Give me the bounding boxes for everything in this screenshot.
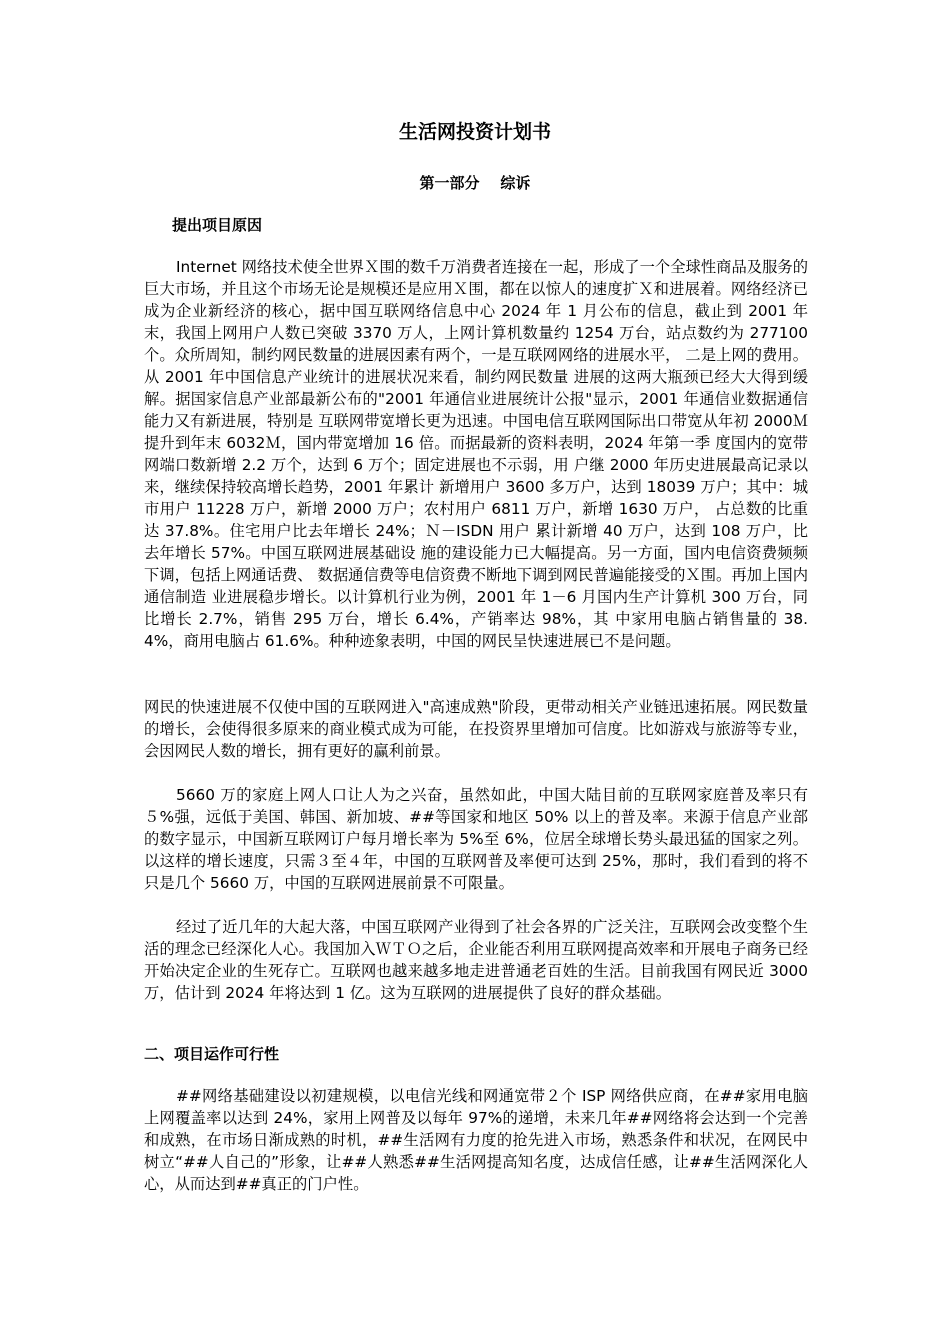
paragraph-internet-background: Internet 网络技术使全世界Ｘ围的数千万消费者连接在一起，形成了一个全球性商品及服务的巨大市场，并且这个市场无论是规模还是应用Ｘ围，都在以惊人的速度扩Ｘ和进展着。网络经济已成为企业新经济的核心，据中国互联网络信息中心 2024 年 1 月公布的信息，截止到 2001 年末，我国上网用户人数已突破 3370 万人，上网计算机数量约 1254 万台，站点数约为 277100 个。众所周知，制约网民数量的进展因素有两个，一是互联网网络的进展水平， 二是上网的费用。从 2001 年中国信息产业统计的进展状况来看，制约网民数量 进展的这两大瓶颈已经大大得到缓解。据国家信息产业部最新公布的"2001 年通信业进展统计公报"显示，2001 年通信业数据通信能力又有新进展，特别是 互联网带宽增长更为迅速。中国电信互联网国际出口带宽从年初 2000Ｍ提升到年末 6032Ｍ，国内带宽增加 16 倍。而据最新的资料表明，2024 年第一季 度国内的宽带网端口数新增 2.2 万个，达到 6 万个；固定进展也不示弱，用 户继 2000 年历史进展最高记录以来，继续保持较高增长趋势，2001 年累计 新增用户 3600 多万户，达到 18039 万户；其中：城市用户 11228 万户，新增 2000 万户；农村用户 6811 万户，新增 1630 万户， 占总数的比重达 37.8%。住宅用户比去年增长 24%；Ｎ－ISDN 用户 累计新增 40 万户，达到 108 万户，比去年增长 57%。中国互联网进展基础设 施的建设能力已大幅提高。另一方面，国内电信资费频频下调，包括上网通话费、 数据通信费等电信资费不断地下调到网民普遍能接受的Ｘ围。再加上国内通信制造 业进展稳步增长。以计算机行业为例，2001 年 1－6 月国内生产计算机 300 万台，同比增长 2.7%，销售 295 万台，增长 6.4%，产销率达 98%，其 中家用电脑占销售量的 38.4%，商用电脑占 61.6%。种种迹象表明，中国的网民呈快速进展已不是问题。	[144, 258, 808, 650]
paragraph-netizen-growth: 网民的快速进展不仅使中国的互联网进入"高速成熟"阶段，更带动相关产业链迅速拓展。网民数量的增长，会使得很多原来的商业模式成为可能，在投资界里增加可信度。比如游戏与旅游等专业，会因网民人数的增长，拥有更好的赢利前景。	[144, 698, 808, 760]
document-title: 生活网投资计划书	[398, 121, 551, 143]
paragraph-industry-attention: 经过了近几年的大起大落，中国互联网产业得到了社会各界的广泛关注，互联网会改变整个生活的理念已经深化人心。我国加入ＷＴＯ之后，企业能否利用互联网提高效率和开展电子商务已经开始决定企业的生死存亡。互联网也越来越多地走进普通老百姓的生活。目前我国有网民近 3000 万，估计到 2024 年将达到 1 亿。这为互联网的进展提供了良好的群众基础。	[144, 918, 808, 1002]
section-heading-reason: 提出项目原因	[172, 216, 263, 234]
section-heading-feasibility: 二、项目运作可行性	[144, 1045, 280, 1063]
paragraph-household-penetration: 5660 万的家庭上网人口让人为之兴奋，虽然如此，中国大陆目前的互联网家庭普及率只有５%强，远低于美国、韩国、新加坡、##等国家和地区 50% 以上的普及率。来源于信息产业部的数字显示，中国新互联网订户每月增长率为 5%至 6%，位居全球增长势头最迅猛的国家之列。以这样的增长速度，只需３至４年，中国的互联网普及率便可达到 25%，那时，我们看到的将不只是几个 5660 万，中国的互联网进展前景不可限量。	[144, 786, 808, 892]
paragraph-network-infrastructure: ##网络基础建设以初建规模，以电信光线和网通宽带２个 ISP 网络供应商，在##家用电脑上网覆盖率以达到 24%，家用上网普及以每年 97%的递增，未来几年##网络将会达到一个完善和成熟，在市场日渐成熟的时机，##生活网有力度的抢先进入市场，熟悉条件和状况，在网民中树立“##人自己的”形象，让##人熟悉##生活网提高知名度，达成信任感，让##生活网深化人心，从而达到##真正的门户性。	[144, 1087, 808, 1193]
part-title: 第一部分 综诉	[419, 174, 531, 192]
